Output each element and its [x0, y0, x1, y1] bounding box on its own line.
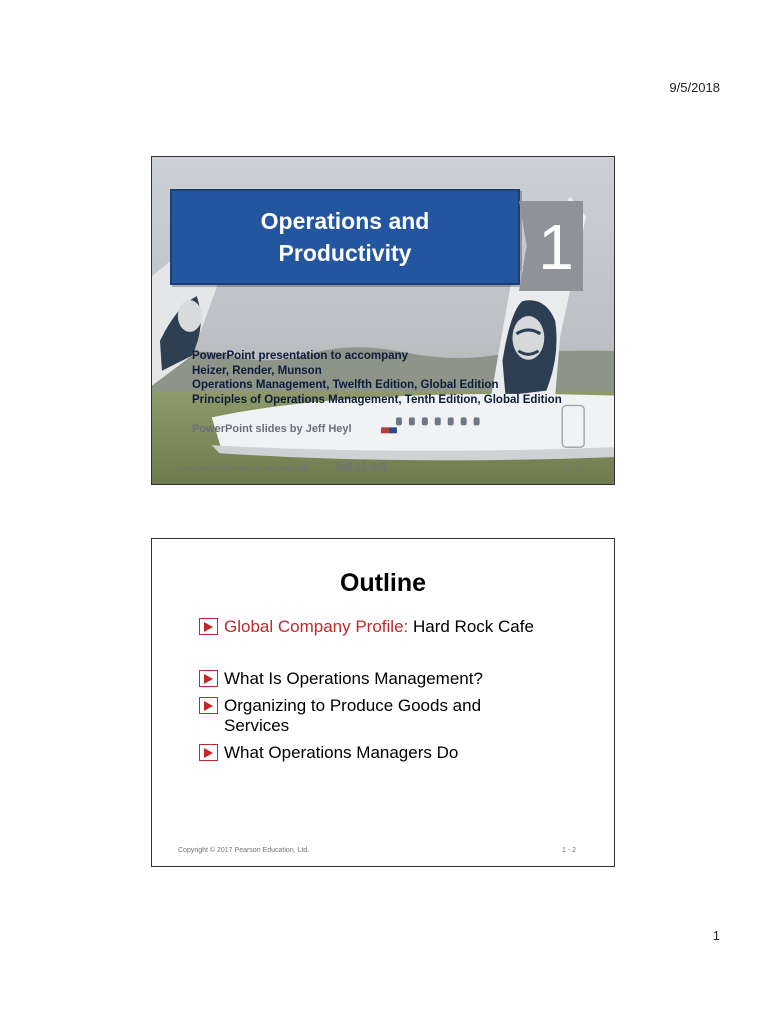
list-item: What Is Operations Management?	[199, 669, 599, 689]
outline-slide	[151, 538, 615, 867]
play-arrow-icon	[199, 618, 218, 635]
page-number: 1	[712, 928, 720, 943]
play-arrow-icon	[199, 744, 218, 761]
list-item: Global Company Profile: Hard Rock Cafe	[199, 617, 599, 637]
play-arrow-icon	[199, 697, 218, 714]
page-date: 9/5/2018	[669, 80, 720, 95]
play-arrow-icon	[199, 670, 218, 687]
slide-copyright: Copyright © 2017 Pearson Education, Ltd.	[178, 466, 310, 473]
slide-title: Outline	[339, 569, 427, 597]
slide-number: 1 - 2	[561, 847, 576, 854]
presentation-credits: PowerPoint presentation to accompany Heizer, Render, Munson Operations Management, Twelfth Edition, Global Edition Principles of Operations Management, Tenth Edition, Global Edition	[192, 350, 562, 406]
title-slide	[151, 156, 615, 485]
slide-number: 1 - 1	[565, 466, 580, 473]
slide-title-box	[170, 189, 520, 285]
list-item: What Operations Managers Do	[199, 743, 599, 763]
slide-title: Operations and Productivity	[260, 208, 430, 266]
slides-byline: PowerPoint slides by Jeff Heyl	[192, 423, 352, 435]
chapter-number: 1	[538, 211, 574, 283]
list-item: Organizing to Produce Goods and Services	[199, 696, 524, 736]
outline-list	[199, 615, 599, 763]
tail-registration: N611AS	[336, 459, 388, 474]
slide-copyright: Copyright © 2017 Pearson Education, Ltd.	[178, 847, 310, 854]
